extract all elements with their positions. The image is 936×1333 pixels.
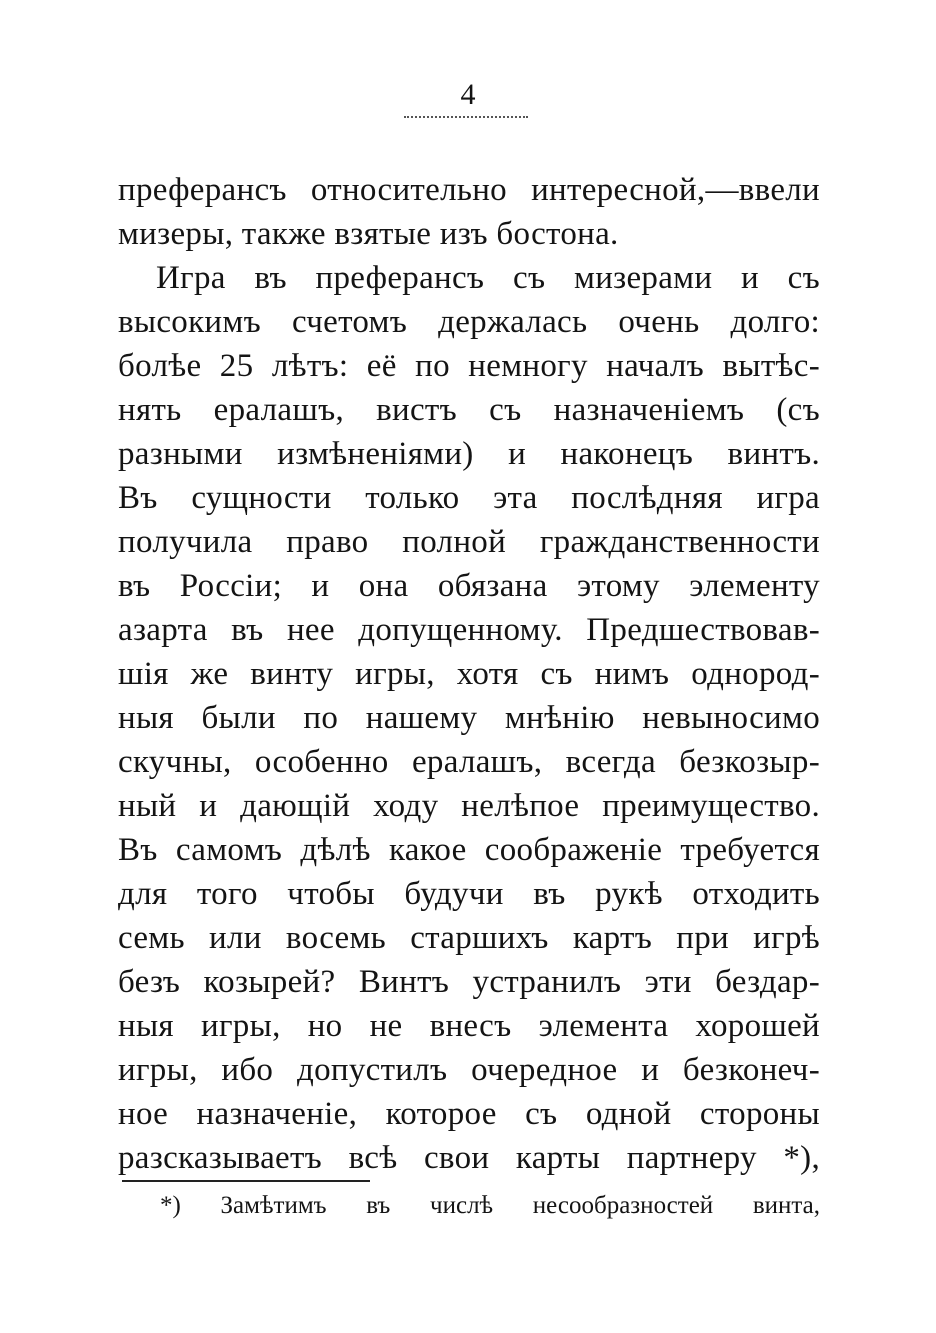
footnote-rule: [122, 1180, 370, 1182]
body-text: [118, 168, 820, 1180]
text-line: ный и дающій ходу нелѣпое преимущество.: [118, 788, 820, 824]
header-ornament: [404, 116, 528, 122]
text-line: Игра въ преферансъ съ мизерами и съ: [156, 260, 820, 296]
text-line: нять ералашъ, вистъ съ назначеніемъ (съ: [118, 392, 820, 428]
text-line: высокимъ счетомъ держалась очень долго:: [118, 304, 820, 340]
text-line: скучны, особенно ералашъ, всегда безкозыр-: [118, 744, 820, 780]
text-line: семь или восемь старшихъ картъ при игрѣ: [118, 920, 820, 956]
text-line: ное назначеніе, которое съ одной стороны: [118, 1096, 820, 1132]
text-line: мизеры, также взятые изъ бостона.: [118, 216, 619, 252]
text-line: разными измѣненіями) и наконецъ винтъ.: [118, 436, 820, 472]
text-line: Въ сущности только эта послѣдняя игра: [118, 480, 820, 516]
text-line: ныя игры, но не внесъ элемента хорошей: [118, 1008, 820, 1044]
footnote: *) Замѣтимъ въ числѣ несообразностей винта,: [160, 1192, 820, 1219]
text-line: Въ самомъ дѣлѣ какое соображеніе требуется: [118, 832, 820, 868]
text-line: шія же винту игры, хотя съ нимъ однород-: [118, 656, 820, 692]
text-line: безъ козырей? Винтъ устранилъ эти бездар-: [118, 964, 820, 1000]
text-line: получила право полной гражданственности: [118, 524, 820, 560]
text-line: преферансъ относительно интересной,—ввели: [118, 172, 820, 208]
text-line: разсказываетъ всѣ свои карты партнеру *),: [118, 1140, 820, 1176]
text-line: ныя были по нашему мнѣнію невыносимо: [118, 700, 820, 736]
text-line: азарта въ нее допущенному. Предшествовав-: [118, 612, 820, 648]
text-line: для того чтобы будучи въ рукѣ отходить: [118, 876, 820, 912]
page-number: 4: [460, 78, 476, 111]
text-line: въ Россіи; и она обязана этому элементу: [118, 568, 820, 604]
text-line: болѣе 25 лѣтъ: её по немногу началъ вытѣс-: [118, 348, 820, 384]
text-line: игры, ибо допустилъ очередное и безконеч-: [118, 1052, 820, 1088]
